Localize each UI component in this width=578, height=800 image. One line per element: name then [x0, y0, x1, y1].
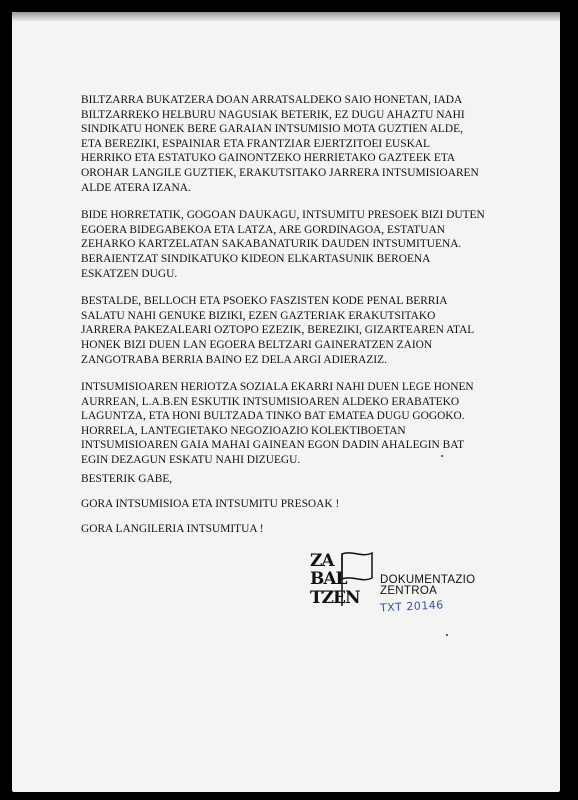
handwritten-reference: TXT 20146: [379, 598, 445, 615]
letter-body: [81, 93, 521, 481]
slogan-1: GORA INTSUMISIOA ETA INTSUMITU PRESOAK !: [81, 498, 340, 510]
scan-speck: [446, 634, 448, 636]
paragraph-3: BESTALDE, BELLOCH ETA PSOEKO FASZISTEN KODE PENAL BERRIA SALATU NAHI GENUKE BIZIKI, EZEN GAZTERIAK ERAKUTSITAKO JARRERA PAKEZALEARI OZTOPO EZEZIK, BEREZIKI, GIZARTEAREN ATAL HONEK BIZI DUEN LAN EGOERA BELTZARI GAINERATZEN ZAION ZANGOTRABA BERRIA BAINO EZ DELA ARGI ADIERAZIZ.: [81, 295, 475, 366]
scan-top-edge: [12, 12, 560, 22]
svg-text:BAL: BAL: [310, 569, 347, 589]
paragraph-4: INTSUMISIOAREN HERIOTZA SOZIALA EKARRI NAHI DUEN LEGE HONEN AURREAN, L.A.B.EN ESKUTIK INTSUMISIOAREN ALDEKO ERABATEKO LAGUNTZA, ETA HONI BULTZADA TINKO BAT EMATEA DUGU GOGOKO. HORRELA, LANTEGIETAKO NEGOZIOAZIO KOLEKTIBOETAN INTSUMISIOAREN GAIA MAHAI GAINEAN EGON DADIN AHALEGIN BAT EGIN DEZAGUN ESKATU NAHI DIZUEGU.: [81, 381, 474, 467]
stamp-line-2: ZENTROA: [380, 585, 438, 597]
scan-speck: [441, 455, 443, 457]
zabaltzen-logo-icon: [308, 548, 376, 612]
archive-stamp: [308, 548, 478, 628]
svg-text:ZA: ZA: [310, 551, 334, 571]
farewell-line: BESTERIK GABE,: [81, 473, 173, 485]
stamp-label: [380, 575, 475, 597]
slogan-2: GORA LANGILERIA INTSUMITUA !: [81, 523, 264, 535]
paragraph-2: BIDE HORRETATIK, GOGOAN DAUKAGU, INTSUMITU PRESOEK BIZI DUTEN EGOERA BIDEGABEKOA ETA LATZA, ARE GORDINAGOA, ESTATUAN ZEHARKO KARTZELATAN SAKABANATURIK DAUDEN INTSUMITUENA. BERAIENTZAT SINDIKATUKO KIDEON ELKARTASUNIK BEROENA ESKATZEN DUGU.: [81, 209, 485, 280]
svg-text:TZEN: TZEN: [310, 588, 360, 608]
paragraph-1: BILTZARRA BUKATZERA DOAN ARRATSALDEKO SAIO HONETAN, IADA BILTZARREKO HELBURU NAGUSIAK BETERIK, EZ DUGU AHAZTU NAHI SINDIKATU HONEK BERE GARAIAN INTSUMISIO MOTA GUZTIEN ALDE, ETA BEREZIKI, ESPAINIAR ETA FRANTZIAR EJERTZITOEI EUSKAL HERRIKO ETA ESTATUKO GAINONTZEKO HERRIETAKO GAZTEEK ETA OROHAR LANGILE GUZTIEK, ERAKUTSITAKO JARRERA INTSUMISIOAREN ALDE ATERA IZANA.: [81, 94, 479, 194]
stamp-line-1: DOKUMENTAZIO: [380, 574, 476, 586]
